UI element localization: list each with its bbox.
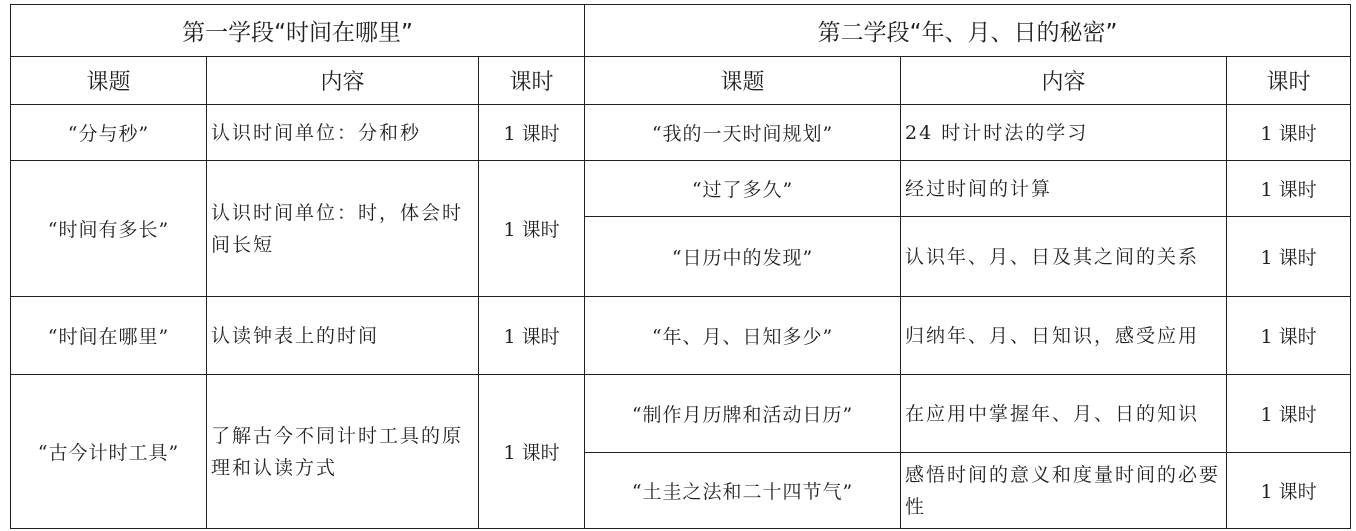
phase2-content: 在应用中掌握年、月、日的知识: [901, 375, 1227, 453]
phase2-hours: 1 课时: [1227, 161, 1351, 217]
phase1-content-header: 内容: [207, 57, 479, 105]
phase1-content: 认识时间单位：时，体会时间长短: [207, 161, 479, 297]
phase2-title: 第二学段“年、月、日的秘密”: [585, 5, 1351, 57]
phase1-topic: “时间有多长”: [11, 161, 207, 297]
phase2-topic: “过了多久”: [585, 161, 901, 217]
phase2-hours: 1 课时: [1227, 375, 1351, 453]
table-row: [11, 105, 1351, 161]
phase1-topic-header: 课题: [11, 57, 207, 105]
phase2-content: 24 时计时法的学习: [901, 105, 1227, 161]
table-row: [11, 161, 1351, 217]
phase1-hours-header: 课时: [479, 57, 585, 105]
phase2-content-header: 内容: [901, 57, 1227, 105]
phase1-topic: “时间在哪里”: [11, 297, 207, 375]
phase2-topic-header: 课题: [585, 57, 901, 105]
phase1-topic: “分与秒”: [11, 105, 207, 161]
phase1-topic: “古今计时工具”: [11, 375, 207, 529]
phase2-hours: 1 课时: [1227, 217, 1351, 297]
phase2-topic: “年、月、日知多少”: [585, 297, 901, 375]
phase1-hours: 1 课时: [479, 375, 585, 529]
phase-title-row: [11, 5, 1351, 57]
table-row: [11, 375, 1351, 453]
phase1-hours: 1 课时: [479, 105, 585, 161]
phase2-topic: “我的一天时间规划”: [585, 105, 901, 161]
phase2-hours: 1 课时: [1227, 453, 1351, 529]
phase1-title: 第一学段“时间在哪里”: [11, 5, 585, 57]
phase1-content: 认读钟表上的时间: [207, 297, 479, 375]
column-header-row: [11, 57, 1351, 105]
phase2-topic: “日历中的发现”: [585, 217, 901, 297]
phase1-hours: 1 课时: [479, 161, 585, 297]
phase1-content: 认识时间单位：分和秒: [207, 105, 479, 161]
phase2-content: 归纳年、月、日知识，感受应用: [901, 297, 1227, 375]
phase2-hours-header: 课时: [1227, 57, 1351, 105]
phase1-hours: 1 课时: [479, 297, 585, 375]
phase2-topic: “制作月历牌和活动日历”: [585, 375, 901, 453]
phase2-content: 认识年、月、日及其之间的关系: [901, 217, 1227, 297]
phase2-content: 经过时间的计算: [901, 161, 1227, 217]
phase2-hours: 1 课时: [1227, 105, 1351, 161]
curriculum-table: [10, 4, 1351, 529]
phase2-content: 感悟时间的意义和度量时间的必要性: [901, 453, 1227, 529]
table-row: [11, 297, 1351, 375]
phase2-hours: 1 课时: [1227, 297, 1351, 375]
phase1-content: 了解古今不同计时工具的原理和认读方式: [207, 375, 479, 529]
phase2-topic: “土圭之法和二十四节气”: [585, 453, 901, 529]
